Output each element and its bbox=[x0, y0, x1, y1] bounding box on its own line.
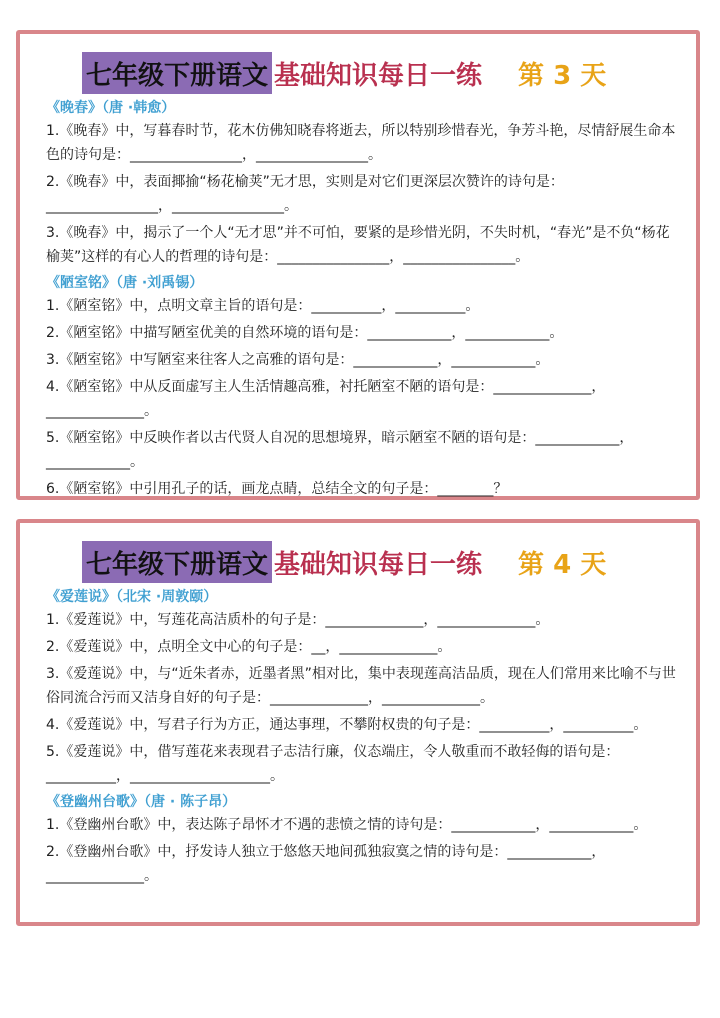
title-day: 第 4 天 bbox=[518, 549, 607, 580]
card-content bbox=[46, 586, 678, 891]
question-item: 3.《晚春》中，揭示了一个人“无才思”并不可怕，要紧的是珍惜光阴，不失时机，“春光”是不负“杨花榆荚”这样的有心人的哲理的诗句是：________________，________________。 bbox=[46, 225, 670, 265]
question-item: 1.《晚春》中，写暮春时节，花木仿佛知晓春将逝去，所以特别珍惜春光，争芳斗艳，尽情舒展生命本色的诗句是：________________，________________。 bbox=[46, 123, 676, 163]
card-content bbox=[46, 97, 678, 504]
title-highlight: 七年级下册语文 bbox=[82, 52, 272, 94]
question-item: 6.《陋室铭》中引用孔子的话，画龙点睛，总结全文的句子是：________？ bbox=[46, 481, 508, 497]
question-item: 2.《晚春》中，表面揶揄“杨花榆荚”无才思，实则是对它们更深层次赞许的诗句是：________________，________________。 bbox=[46, 174, 564, 214]
question-item: 5.《爱莲说》中，借写莲花来表现君子志洁行廉，仪态端庄，令人敬重而不敢轻侮的语句是：__________，____________________。 bbox=[46, 744, 620, 784]
card-title bbox=[82, 541, 606, 583]
title-main: 基础知识每日一练 bbox=[274, 549, 483, 580]
question-item: 2.《陋室铭》中描写陋室优美的自然环境的语句是：____________，____________。 bbox=[46, 325, 564, 341]
exercise-card-day4 bbox=[16, 519, 700, 926]
card-title bbox=[82, 52, 606, 94]
title-day: 第 3 天 bbox=[518, 60, 607, 91]
section-heading: 《爱莲说》（北宋 ·周敦颐） bbox=[46, 589, 218, 605]
question-item: 3.《陋室铭》中写陋室来往客人之高雅的语句是：____________，____________。 bbox=[46, 352, 550, 368]
question-item: 1.《爱莲说》中，写莲花高洁质朴的句子是：______________，______________。 bbox=[46, 612, 550, 628]
question-item: 2.《登幽州台歌》中，抒发诗人独立于悠悠天地间孤独寂寞之情的诗句是：____________，______________。 bbox=[46, 844, 606, 884]
question-item: 2.《爱莲说》中，点明全文中心的句子是：__，______________。 bbox=[46, 639, 452, 655]
question-item: 1.《登幽州台歌》中，表达陈子昂怀才不遇的悲愤之情的诗句是：____________，____________。 bbox=[46, 817, 648, 833]
section-heading: 《登幽州台歌》（唐 · 陈子昂） bbox=[46, 794, 237, 810]
question-item: 4.《爱莲说》中，写君子行为方正，通达事理，不攀附权贵的句子是：__________，__________。 bbox=[46, 717, 648, 733]
question-item: 4.《陋室铭》中从反面虚写主人生活情趣高雅，衬托陋室不陋的语句是：______________，______________。 bbox=[46, 379, 606, 419]
section-heading: 《晚春》（唐 ·韩愈） bbox=[46, 100, 176, 116]
exercise-card-day3 bbox=[16, 30, 700, 500]
section-heading: 《陋室铭》（唐 ·刘禹锡） bbox=[46, 275, 204, 291]
question-item: 5.《陋室铭》中反映作者以古代贤人自况的思想境界，暗示陋室不陋的语句是：____________，____________。 bbox=[46, 430, 634, 470]
question-item: 3.《爱莲说》中，与“近朱者赤，近墨者黑”相对比，集中表现莲高洁品质，现在人们常用来比喻不与世俗同流合污而又洁身自好的句子是：______________，______________。 bbox=[46, 666, 676, 706]
question-item: 1.《陋室铭》中，点明文章主旨的语句是：__________，__________。 bbox=[46, 298, 480, 314]
title-main: 基础知识每日一练 bbox=[274, 60, 483, 91]
title-highlight: 七年级下册语文 bbox=[82, 541, 272, 583]
